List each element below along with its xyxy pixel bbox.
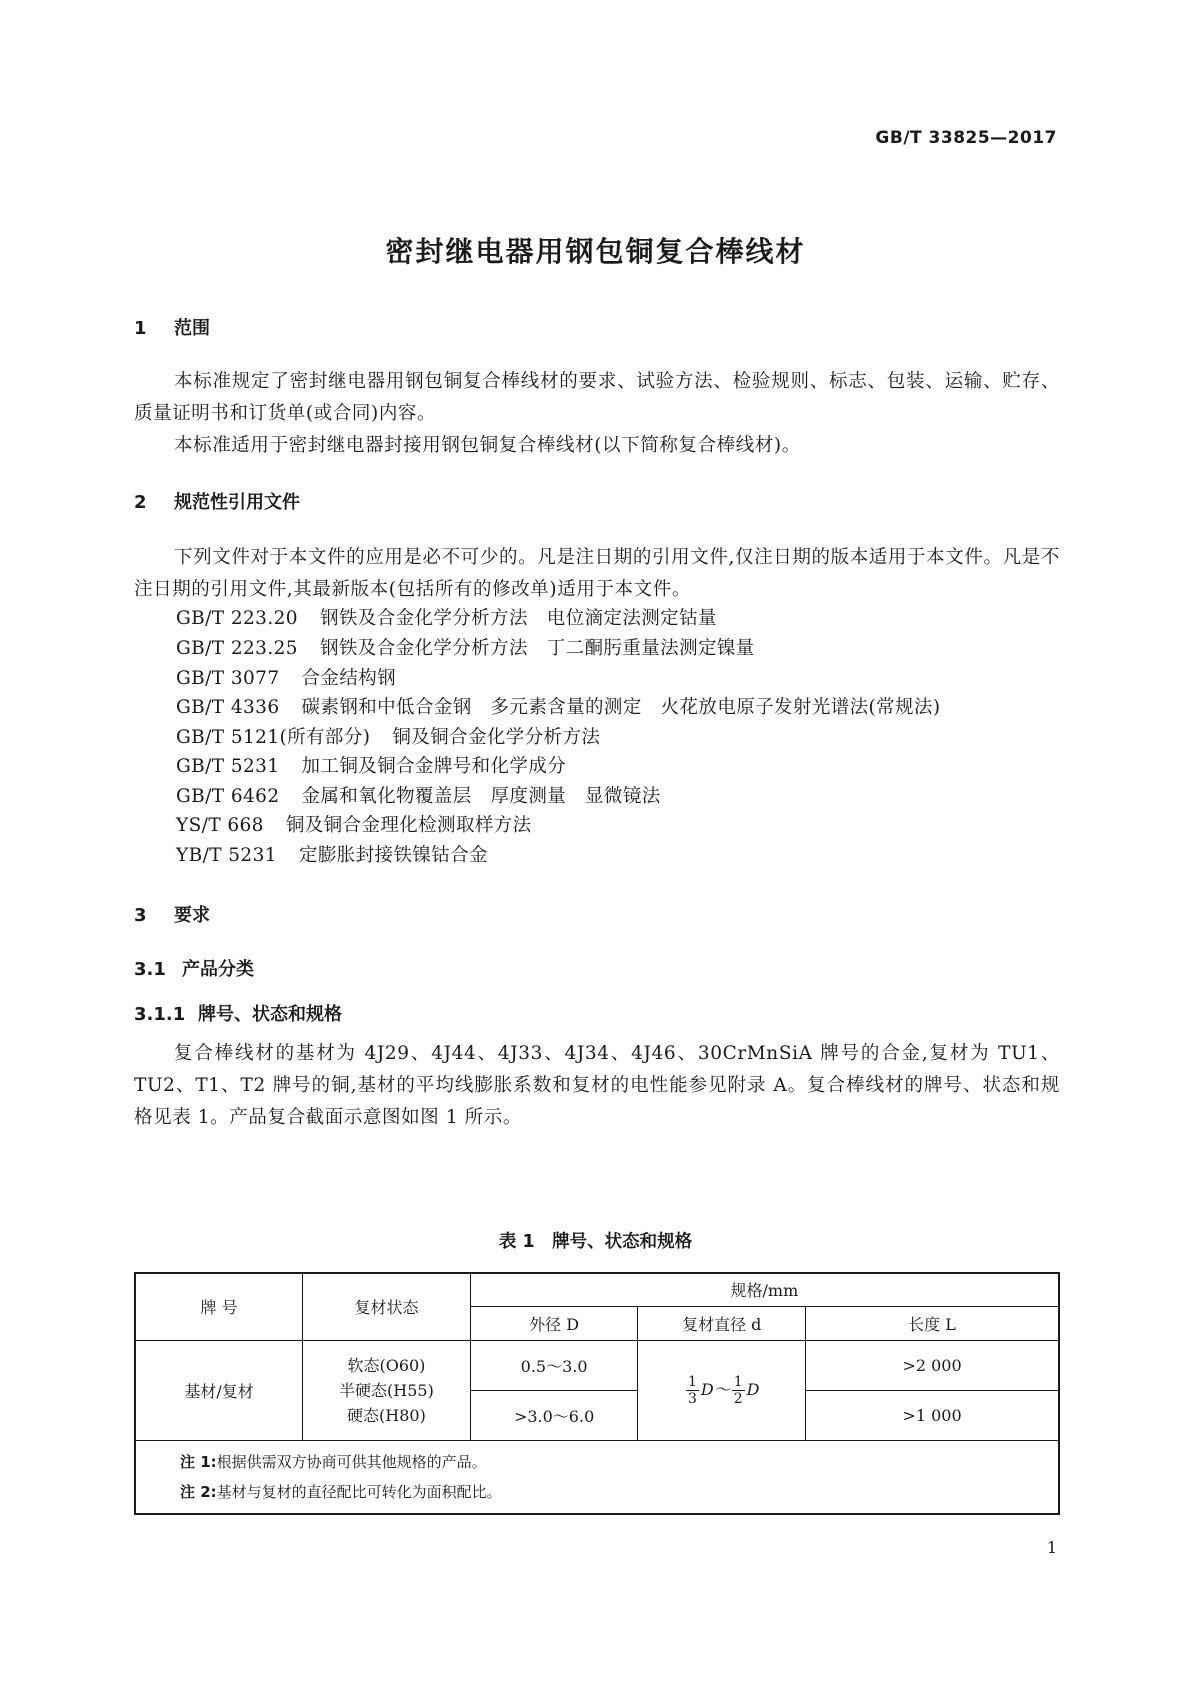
reference-title: 定膨胀封接铁镍钴合金 bbox=[298, 845, 488, 866]
reference-item bbox=[176, 723, 600, 749]
fraction bbox=[686, 1374, 699, 1407]
denominator: 2 bbox=[733, 1390, 743, 1407]
note-text: 根据供需双方协商可供其他规格的产品。 bbox=[216, 1452, 487, 1471]
note-text: 基材与复材的直径配比可转化为面积配比。 bbox=[216, 1482, 502, 1501]
note-2 bbox=[180, 1477, 1058, 1507]
section-number: 3 bbox=[134, 905, 147, 926]
state-half-hard: 半硬态(H55) bbox=[339, 1380, 434, 1400]
section-3-1-heading bbox=[134, 955, 254, 981]
reference-code: GB/T 4336 bbox=[176, 697, 280, 718]
reference-item bbox=[176, 693, 940, 719]
reference-item bbox=[176, 752, 566, 778]
section-1-body bbox=[134, 366, 1060, 462]
page-number: 1 bbox=[1046, 1538, 1057, 1557]
cell-grade: 基材/复材 bbox=[135, 1340, 303, 1440]
reference-code: GB/T 6462 bbox=[176, 786, 280, 807]
reference-item bbox=[176, 604, 717, 630]
note-label: 注 2: bbox=[180, 1482, 217, 1501]
document-title: 密封继电器用钢包铜复合棒线材 bbox=[385, 235, 806, 268]
state-soft: 软态(O60) bbox=[347, 1355, 426, 1375]
section-title: 规范性引用文件 bbox=[174, 492, 300, 513]
reference-code: GB/T 5231 bbox=[176, 756, 280, 777]
section-title: 范围 bbox=[174, 318, 210, 339]
reference-title: 钢铁及合金化学分析方法 丁二酮肟重量法测定镍量 bbox=[319, 638, 755, 659]
header-state: 复材状态 bbox=[303, 1273, 471, 1340]
paragraph: 复合棒线材的基材为 4J29、4J44、4J33、4J34、4J46、30CrMnSiA 牌号的合金,复材为 TU1、TU2、T1、T2 牌号的铜,基材的平均线膨胀系数和复材的电性能参见附录 A。复合棒线材的牌号、状态和规格见表 1。产品复合截面示意图如图 1 所示。 bbox=[134, 1043, 1060, 1128]
reference-item bbox=[176, 841, 488, 867]
reference-title: 合金结构钢 bbox=[301, 668, 397, 689]
reference-title: 铜及铜合金化学分析方法 bbox=[392, 727, 601, 748]
standard-code: GB/T 33825—2017 bbox=[875, 128, 1057, 148]
header-clad-diameter: 复材直径 d bbox=[638, 1306, 806, 1340]
cell-states bbox=[303, 1340, 471, 1440]
reference-title: 钢铁及合金化学分析方法 电位滴定法测定钴量 bbox=[319, 608, 717, 629]
spec-table bbox=[134, 1272, 1060, 1515]
section-2-intro bbox=[134, 542, 1060, 606]
header-spec: 规格/mm bbox=[470, 1273, 1059, 1306]
fraction bbox=[732, 1374, 745, 1407]
cell-outer-1: 0.5～3.0 bbox=[470, 1340, 638, 1390]
state-hard: 硬态(H80) bbox=[347, 1405, 426, 1425]
cell-length-1: >2 000 bbox=[806, 1340, 1059, 1390]
section-title: 牌号、状态和规格 bbox=[198, 1004, 342, 1025]
reference-title: 铜及铜合金理化检测取样方法 bbox=[285, 815, 532, 836]
reference-code: GB/T 3077 bbox=[176, 668, 280, 689]
reference-item bbox=[176, 811, 532, 837]
ratio-mid: D～ bbox=[700, 1379, 730, 1399]
section-3-1-1-body bbox=[134, 1038, 1060, 1134]
cell-outer-2: >3.0～6.0 bbox=[470, 1390, 638, 1440]
section-1-heading bbox=[134, 314, 210, 340]
table-notes bbox=[135, 1440, 1059, 1514]
reference-code: YB/T 5231 bbox=[176, 845, 277, 866]
cell-clad-ratio bbox=[638, 1340, 806, 1440]
reference-title: 碳素钢和中低合金钢 多元素含量的测定 火花放电原子发射光谱法(常规法) bbox=[301, 697, 941, 718]
section-number: 3.1.1 bbox=[134, 1004, 186, 1025]
paragraph: 本标准规定了密封继电器用钢包铜复合棒线材的要求、试验方法、检验规则、标志、包装、运输、贮存、质量证明书和订货单(或合同)内容。 bbox=[134, 371, 1060, 424]
reference-code: YS/T 668 bbox=[176, 815, 264, 836]
section-3-1-1-heading bbox=[134, 1000, 342, 1026]
paragraph: 下列文件对于本文件的应用是必不可少的。凡是注日期的引用文件,仅注日期的版本适用于本文件。凡是不注日期的引用文件,其最新版本(包括所有的修改单)适用于本文件。 bbox=[134, 547, 1060, 600]
note-label: 注 1: bbox=[180, 1452, 217, 1471]
header-outer-diameter: 外径 D bbox=[470, 1306, 638, 1340]
section-number: 2 bbox=[134, 492, 147, 513]
numerator: 1 bbox=[733, 1373, 743, 1390]
header-length: 长度 L bbox=[806, 1306, 1059, 1340]
section-number: 3.1 bbox=[134, 959, 166, 980]
reference-item bbox=[176, 664, 396, 690]
section-number: 1 bbox=[134, 318, 147, 339]
section-title: 要求 bbox=[174, 905, 210, 926]
reference-code: GB/T 223.20 bbox=[176, 608, 298, 629]
ratio-end: D bbox=[746, 1379, 760, 1399]
header-grade: 牌 号 bbox=[135, 1273, 303, 1340]
section-3-heading bbox=[134, 901, 210, 927]
cell-length-2: >1 000 bbox=[806, 1390, 1059, 1440]
note-1 bbox=[180, 1447, 1058, 1477]
section-2-heading bbox=[134, 488, 300, 514]
reference-code: GB/T 5121(所有部分) bbox=[176, 727, 371, 748]
paragraph: 本标准适用于密封继电器封接用钢包铜复合棒线材(以下简称复合棒线材)。 bbox=[174, 435, 801, 456]
reference-item bbox=[176, 634, 755, 660]
section-title: 产品分类 bbox=[182, 959, 254, 980]
table-caption: 表 1 牌号、状态和规格 bbox=[498, 1232, 693, 1252]
reference-title: 金属和氧化物覆盖层 厚度测量 显微镜法 bbox=[301, 786, 661, 807]
numerator: 1 bbox=[687, 1373, 697, 1390]
reference-title: 加工铜及铜合金牌号和化学成分 bbox=[301, 756, 567, 777]
denominator: 3 bbox=[687, 1390, 697, 1407]
reference-code: GB/T 223.25 bbox=[176, 638, 298, 659]
reference-item bbox=[176, 782, 661, 808]
